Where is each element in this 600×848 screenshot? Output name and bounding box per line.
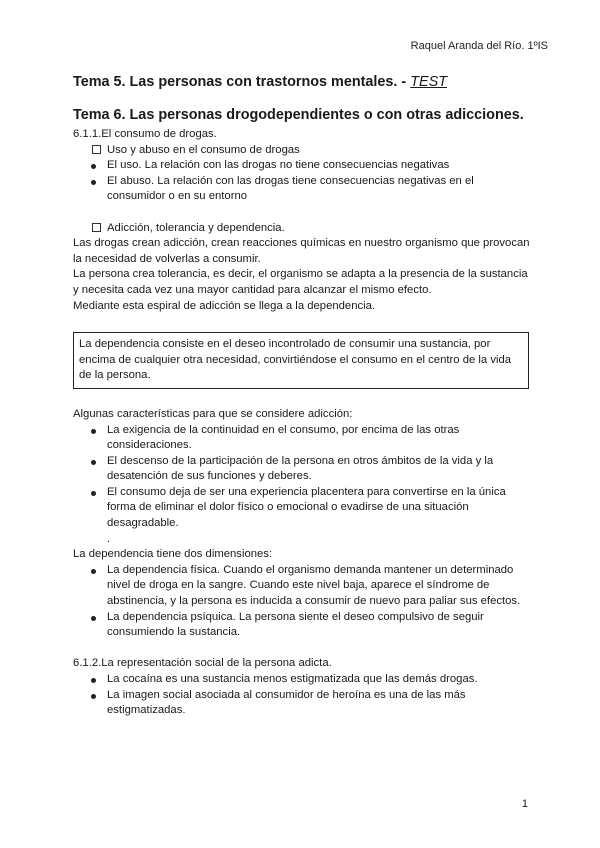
list-item: El descenso de la participación de la persona en otros ámbitos de la vida y la desatención de sus funciones y deberes. bbox=[73, 454, 533, 485]
page-number: 1 bbox=[521, 798, 528, 810]
bullet-list-3 bbox=[73, 563, 533, 641]
checkbox-icon bbox=[92, 145, 101, 154]
checklist-item bbox=[73, 143, 533, 159]
stray-dot: . bbox=[107, 532, 111, 545]
checklist-item-text: Uso y abuso en el consumo de drogas bbox=[107, 143, 300, 156]
bullet-list-2 bbox=[73, 423, 533, 532]
heading-tema5 bbox=[73, 73, 533, 92]
checklist-2 bbox=[73, 221, 533, 237]
bullet-list-1 bbox=[73, 158, 533, 205]
paragraph: Mediante esta espiral de adicción se llega a la dependencia. bbox=[73, 299, 376, 312]
paragraph: La dependencia tiene dos dimensiones: bbox=[73, 548, 273, 561]
list-item: El uso. La relación con las drogas no tiene consecuencias negativas bbox=[73, 158, 533, 174]
list-item: El consumo deja de ser una experiencia placentera para convertirse en la única forma de eliminar el dolor físico o emocional o evadirse de una situación desagradable. bbox=[73, 485, 533, 532]
list-item: El abuso. La relación con las drogas tiene consecuencias negativas en el consumidor o en su entorno bbox=[73, 174, 533, 205]
list-item: La cocaína es una sustancia menos estigmatizada que las demás drogas. bbox=[73, 672, 533, 688]
checkbox-icon bbox=[92, 223, 101, 232]
definition-box: La dependencia consiste en el deseo incontrolado de consumir una sustancia, por encima de cualquier otra necesidad, convirtiéndose el consumo en el centro de la vida de la persona. bbox=[73, 332, 529, 389]
list-item: La dependencia física. Cuando el organismo demanda mantener un determinado nivel de droga en la sangre. Cuando este nivel baja, aparece el síndrome de abstinencia, y la persona es inducida a consumir de nuevo para paliar sus efectos. bbox=[73, 563, 533, 610]
bullet-list-4 bbox=[73, 672, 533, 719]
list-item: La exigencia de la continuidad en el consumo, por encima de las otras consideraciones. bbox=[73, 423, 533, 454]
paragraph: La persona crea tolerancia, es decir, el organismo se adapta a la presencia de la sustancia y necesita cada vez una mayor cantidad para alcanzar el mismo efecto. bbox=[73, 268, 528, 296]
section-6-1-1: 6.1.1.El consumo de drogas. bbox=[73, 128, 217, 140]
heading-tema6: Tema 6. Las personas drogodependientes o con otras adicciones. bbox=[73, 107, 524, 123]
checklist-item-text: Adicción, tolerancia y dependencia. bbox=[107, 221, 285, 234]
section-6-1-2: 6.1.2.La representación social de la persona adicta. bbox=[73, 657, 332, 670]
test-link[interactable]: TEST bbox=[410, 74, 448, 90]
list-item: La imagen social asociada al consumidor de heroína es una de las más estigmatizadas. bbox=[73, 688, 533, 719]
paragraph: Algunas características para que se considere adicción: bbox=[73, 407, 353, 420]
page-header: Raquel Aranda del Río. 1ºIS bbox=[410, 40, 548, 52]
heading-tema5-text: Tema 5. Las personas con trastornos mentales. - bbox=[73, 74, 411, 90]
list-item: La dependencia psíquica. La persona siente el deseo compulsivo de seguir consumiendo la sustancia. bbox=[73, 610, 533, 641]
checklist-item bbox=[73, 221, 533, 237]
checklist-1 bbox=[73, 143, 533, 159]
document-body bbox=[73, 73, 533, 719]
paragraph: Las drogas crean adicción, crean reacciones químicas en nuestro organismo que provocan la necesidad de volverlas a consumir. bbox=[73, 237, 530, 265]
